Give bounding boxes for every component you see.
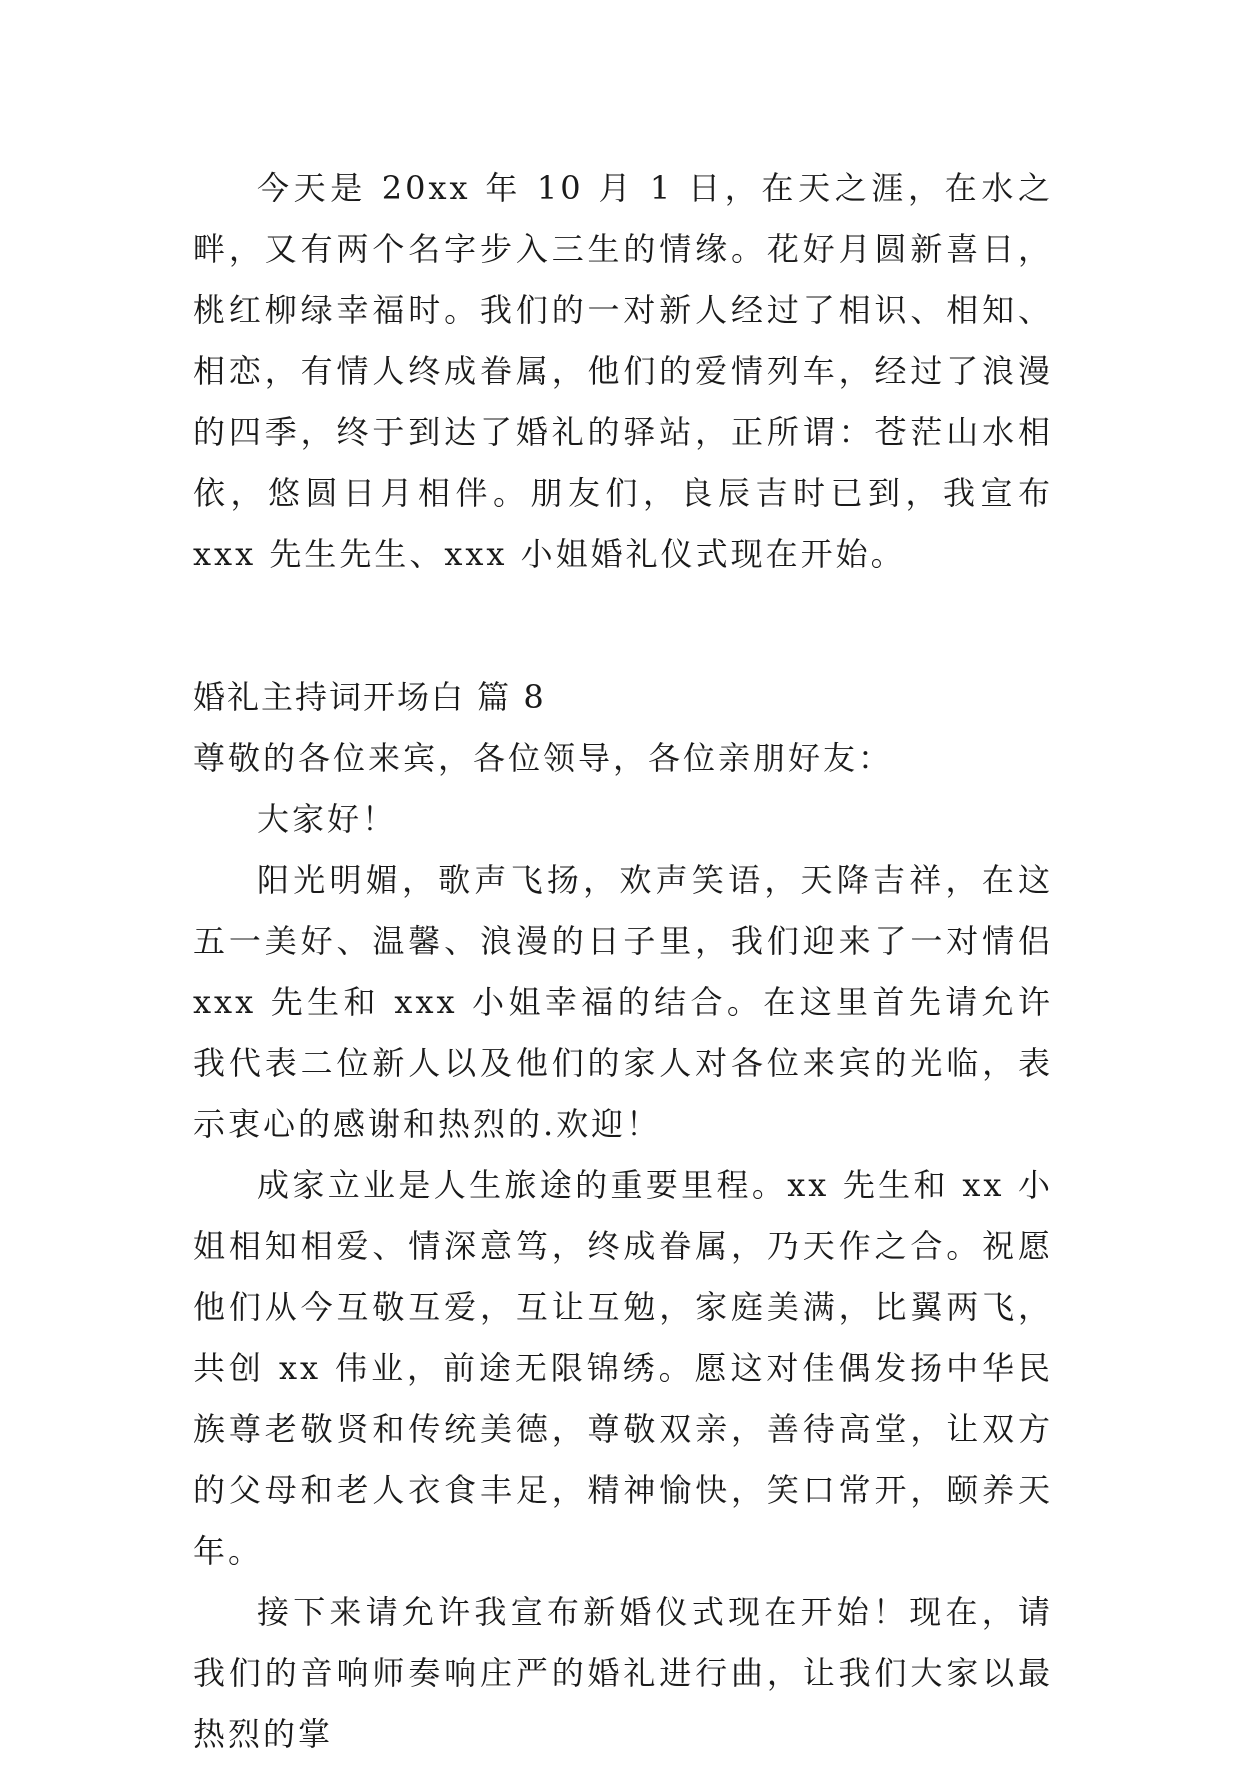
paragraph-ceremony-start: 接下来请允许我宣布新婚仪式现在开始！现在，请我们的音响师奏响庄严的婚礼进行曲，让我们大家以最热烈的掌 xyxy=(193,1593,1053,1753)
paragraph-welcome: 阳光明媚，歌声飞扬，欢声笑语，天降吉祥，在这五一美好、温馨、浪漫的日子里，我们迎来了一对情侣 xxx 先生和 xxx 小姐幸福的结合。在这里首先请允许我代表二位新人以及他们的家人对各位来宾的光临，表示衷心的感谢和热烈的.欢迎！ xyxy=(193,861,1053,1143)
paragraph-opening-ceremony: 今天是 20xx 年 10 月 1 日，在天之涯，在水之畔，又有两个名字步入三生的情缘。花好月圆新喜日，桃红柳绿幸福时。我们的一对新人经过了相识、相知、相恋，有情人终成眷属，他们的爱情列车，经过了浪漫的四季，终于到达了婚礼的驿站，正所谓：苍茫山水相依，悠圆日月相伴。朋友们，良辰吉时已到，我宣布 xxx 先生先生、xxx 小姐婚礼仪式现在开始。 xyxy=(193,169,1053,573)
section-gap xyxy=(193,585,1053,667)
paragraph-blessing: 成家立业是人生旅途的重要里程。xx 先生和 xx 小姐相知相爱、情深意笃，终成眷属，乃天作之合。祝愿他们从今互敬互爱，互让互勉，家庭美满，比翼两飞，共创 xx 伟业，前途无限锦绣。愿这对佳偶发扬中华民族尊老敬贤和传统美德，尊敬双亲，善待高堂，让双方的父母和老人衣食丰足，精神愉快，笑口常开，颐养天年。 xyxy=(193,1166,1053,1570)
greeting-line: 大家好！ xyxy=(257,800,398,838)
salutation-line: 尊敬的各位来宾，各位领导，各位亲朋好友： xyxy=(193,739,894,777)
section-heading: 婚礼主持词开场白 篇 8 xyxy=(193,678,546,716)
document-page xyxy=(193,158,1053,1765)
